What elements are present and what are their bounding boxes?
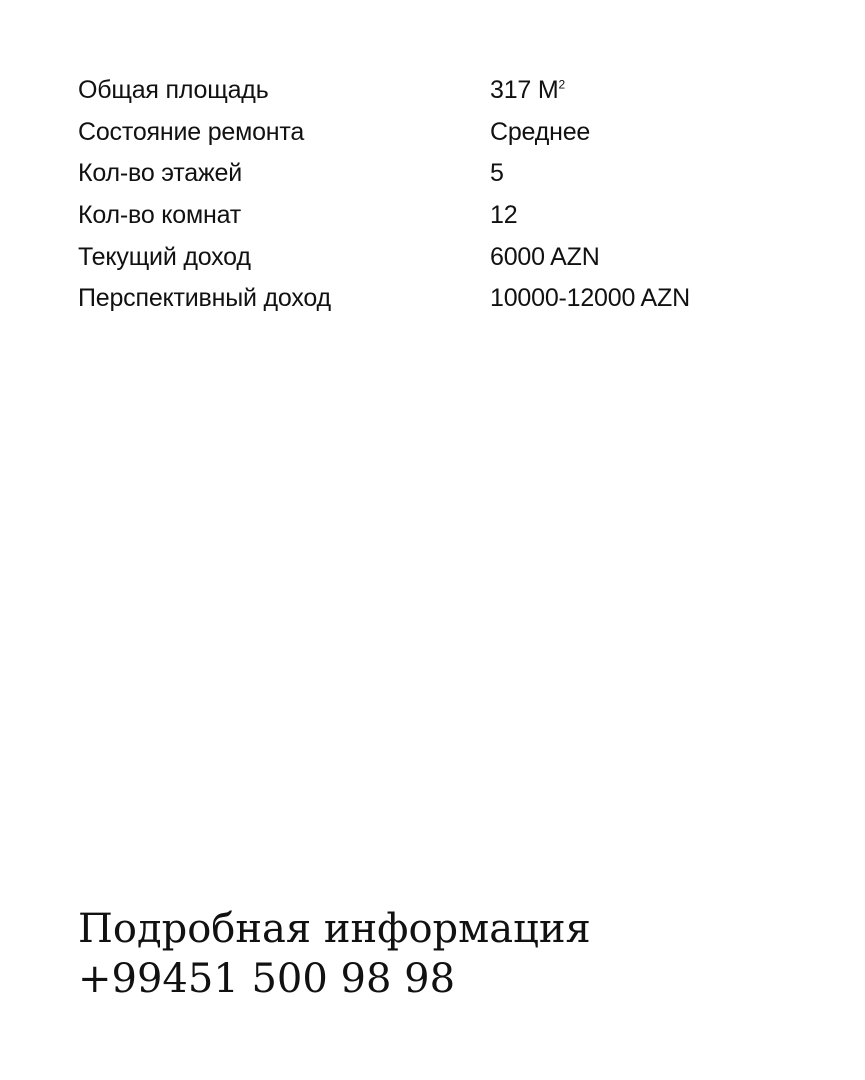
spec-row-floors (78, 153, 798, 195)
spec-label: Перспективный доход (78, 284, 331, 313)
spec-label: Текущий доход (78, 242, 251, 271)
spec-value: 5 (490, 159, 504, 188)
property-specs (78, 70, 798, 320)
spec-label: Общая площадь (78, 76, 269, 105)
spec-row-prospective-income (78, 278, 798, 320)
spec-row-rooms (78, 195, 798, 237)
spec-value: Среднее (490, 117, 591, 146)
contact-heading: Подробная информация (78, 906, 591, 952)
spec-value: 10000-12000 AZN (490, 284, 690, 313)
spec-row-area (78, 70, 798, 112)
spec-value: 12 (490, 201, 518, 230)
contact-block (78, 904, 591, 1004)
spec-value: 6000 AZN (490, 242, 600, 271)
contact-phone: +99451 500 98 98 (78, 956, 456, 1002)
spec-value-superscript: 2 (558, 77, 565, 92)
spec-label: Кол-во этажей (78, 159, 242, 188)
spec-value (490, 76, 798, 105)
spec-value-text: 317 M (490, 76, 559, 105)
spec-label: Состояние ремонта (78, 117, 305, 146)
spec-label: Кол-во комнат (78, 201, 242, 230)
spec-row-current-income (78, 236, 798, 278)
spec-row-renovation (78, 112, 798, 154)
